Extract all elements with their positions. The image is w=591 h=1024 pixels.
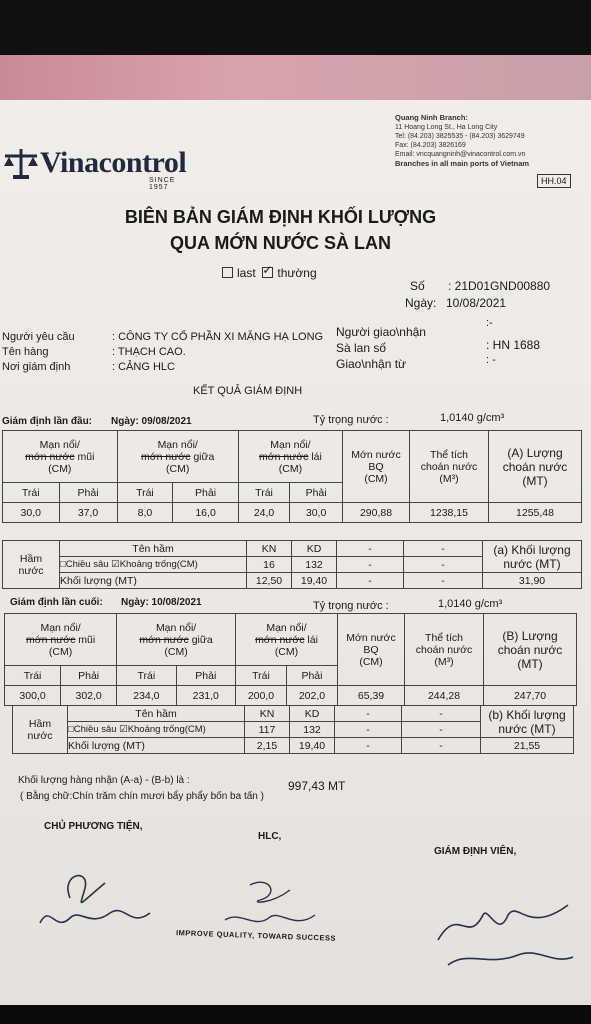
- h2-mui-1: Mạn nổi/: [40, 621, 81, 634]
- h-a-1: (A) Lượng: [507, 445, 563, 460]
- h-b-1: (B) Lượng: [502, 628, 558, 643]
- barge-value: : HN 1688: [486, 338, 541, 352]
- nuoc-label-2: nước: [27, 729, 53, 742]
- dash: -: [404, 573, 483, 589]
- owner-signature: [30, 863, 170, 933]
- h2-giua-1: Mạn nổi/: [155, 621, 197, 634]
- last-survey-date: Ngày: 10/08/2021: [121, 597, 202, 608]
- h2-bq-2: BQ: [363, 643, 379, 656]
- h2-bq-1: Mớn nước: [346, 631, 396, 644]
- cell: 200,0: [235, 686, 286, 706]
- dash: -: [335, 738, 402, 754]
- h-a-2: choán nước: [502, 459, 568, 474]
- h-mui-4: (CM): [48, 462, 72, 475]
- h-giua-3: giữa: [193, 450, 215, 463]
- weight-label: Khối lượng (MT): [60, 573, 247, 589]
- h2-bq-3: (CM): [359, 655, 383, 668]
- goods-value: : THẠCH CAO.: [112, 346, 186, 358]
- cell: 247,70: [484, 686, 577, 706]
- branch-fax: Fax: (84.203) 3826169: [395, 142, 466, 149]
- phai-mui-2: Phải: [61, 666, 117, 686]
- logo-since: SINCE 1957: [149, 177, 176, 191]
- dash: -: [337, 573, 404, 589]
- requester-value: : CÔNG TY CỔ PHẦN XI MĂNG HẠ LONG: [112, 331, 324, 343]
- cell: 244,28: [405, 686, 484, 706]
- h-b-3: (MT): [517, 656, 543, 671]
- cell: 231,0: [176, 686, 235, 706]
- b-label-2: nước (MT): [498, 721, 556, 736]
- last-draft-table: [4, 613, 577, 706]
- background-fabric: [0, 55, 591, 100]
- cell: 290,88: [343, 503, 410, 523]
- b-value: 21,55: [481, 738, 574, 754]
- dash: -: [404, 541, 483, 557]
- cell: 1238,15: [410, 503, 489, 523]
- dash: -: [404, 557, 483, 573]
- a-value: 31,90: [483, 573, 582, 589]
- h2-lai-3: lái: [307, 633, 318, 646]
- normal-label: thường: [277, 266, 317, 280]
- phai-giua-2: Phải: [176, 666, 235, 686]
- ngay-label: Ngày:: [405, 296, 437, 310]
- dash: -: [402, 738, 481, 754]
- dash: -: [335, 706, 402, 722]
- kn-header: KN: [247, 541, 292, 557]
- last-tank-table: Hầm nước Tên hầm KN KD - - (b) Khối lượng nước (MT) □Chiều sâu ☑Khoảng trống(CM) 117 132 - - Khối lượng (MT) 2,15 19,40 - - 21,55: [12, 705, 574, 754]
- depth-option-2: Chiều sâu: [73, 724, 117, 735]
- h2-mui-3: mũi: [78, 633, 96, 646]
- depth-option: Chiều sâu: [65, 559, 109, 570]
- nuoc-label: nước: [18, 564, 44, 577]
- tank-name-header: Tên hầm: [60, 541, 247, 557]
- branch-address: 11 Hoang Long St., Ha Long City: [395, 124, 498, 131]
- cell: 30,0: [3, 503, 60, 523]
- branch-email: Email: vncquangninh@vinacontrol.com.vn: [395, 151, 526, 158]
- h2-tt-1: Thể tích: [425, 631, 463, 644]
- so-label: Số: [410, 279, 425, 293]
- b-label-1: (b) Khối lượng: [488, 707, 566, 722]
- tank-name-header-2: Tên hầm: [68, 706, 245, 722]
- hlc-signature: [210, 875, 330, 935]
- cell: 37,0: [59, 503, 117, 523]
- title-line-1: BIÊN BẢN GIÁM ĐỊNH KHỐI LƯỢNG: [124, 207, 437, 227]
- dash: -: [335, 722, 402, 738]
- deliverer-value: :-: [486, 317, 493, 329]
- h2-tt-2: choán nước: [415, 643, 473, 656]
- title-line-2: QUA MỚN NƯỚC SÀ LAN: [170, 233, 391, 253]
- trai-giua: Trái: [117, 483, 173, 503]
- h-lai-1: Mạn nổi/: [270, 438, 311, 451]
- h-a-3: (MT): [522, 473, 548, 488]
- kn-header-2: KN: [245, 706, 290, 722]
- requester-label: Người yêu cầu: [2, 331, 75, 343]
- trai-mui-2: Trái: [5, 666, 61, 686]
- last-survey-label: Giám định lần cuối:: [10, 597, 103, 608]
- h-bq-3: (CM): [364, 472, 388, 485]
- h2-lai-1: Mạn nổi/: [266, 621, 307, 634]
- cell: 16,0: [173, 503, 239, 523]
- a-label-2: nước (MT): [503, 556, 561, 571]
- document-paper: [0, 55, 591, 1005]
- kl-kd-value: 19,40: [292, 573, 337, 589]
- trai-giua-2: Trái: [117, 666, 176, 686]
- h-lai-2: mớn nước: [259, 450, 309, 463]
- h-lai-4: (CM): [278, 462, 303, 475]
- h-tt-2: choán nước: [420, 460, 478, 473]
- h2-mui-4: (CM): [48, 645, 73, 658]
- cell: 302,0: [61, 686, 117, 706]
- first-tank-table: Hầm nước Tên hầm KN KD - - (a) Khối lượng nước (MT) □Chiều sâu ☑Khoảng trống(CM) 16 132 - - Khối lượng (MT) 12,50 19,40 - - 31,90: [2, 540, 582, 589]
- kl-kn-value-2: 2,15: [245, 738, 290, 754]
- kl-kn-value: 12,50: [247, 573, 292, 589]
- form-code: HH.04: [537, 174, 571, 188]
- type-options: [222, 266, 317, 280]
- branch-name: Quang Ninh Branch:: [395, 113, 468, 122]
- h2-lai-2: mớn nước: [255, 633, 305, 646]
- so-value: : 21D01GND00880: [448, 279, 551, 293]
- ullage-option: Khoảng trống(CM): [119, 559, 198, 570]
- h-mui-3: mũi: [77, 450, 95, 463]
- h2-lai-4: (CM): [274, 645, 299, 658]
- scale-icon: [2, 146, 40, 180]
- h2-giua-2: mớn nước: [139, 633, 189, 646]
- h2-mui-2: mớn nước: [25, 633, 76, 646]
- from-value: : -: [486, 354, 496, 366]
- h-bq-2: BQ: [368, 460, 384, 473]
- barge-label: Sà lan số: [336, 341, 387, 355]
- h-lai-3: lái: [311, 450, 322, 463]
- h-b-2: choán nước: [497, 642, 563, 657]
- kd-header-2: KD: [290, 706, 335, 722]
- branch-note: Branches in all main ports of Vietnam: [395, 159, 530, 168]
- cell: 234,0: [117, 686, 176, 706]
- weight-label-2: Khối lượng (MT): [68, 738, 245, 754]
- cell: 1255,48: [489, 503, 582, 523]
- last-density-label: Tỷ trọng nước :: [313, 600, 389, 612]
- first-survey-date: Ngày: 09/08/2021: [111, 416, 192, 427]
- surveyor-signature: [428, 895, 578, 970]
- h-bq-1: Mớn nước: [351, 448, 401, 461]
- cell: 300,0: [5, 686, 61, 706]
- h-mui-1: Mạn nổi/: [39, 438, 80, 451]
- kd-value-2: 132: [290, 722, 335, 738]
- h-giua-2: mớn nước: [141, 450, 191, 463]
- h2-giua-4: (CM): [164, 645, 188, 658]
- dash: -: [337, 557, 404, 573]
- kd-header: KD: [292, 541, 337, 557]
- kn-value: 16: [247, 557, 292, 573]
- last-label: last: [237, 266, 256, 280]
- last-checkbox: [222, 267, 233, 278]
- sig-surveyor-label: GIÁM ĐỊNH VIÊN,: [434, 846, 517, 857]
- deliverer-label: Người giao\nhận: [336, 325, 426, 339]
- cell: 8,0: [117, 503, 173, 523]
- first-survey-label: Giám định lần đầu:: [2, 416, 93, 427]
- h-mui-2: mớn nước: [25, 450, 75, 463]
- goods-label: Tên hàng: [2, 346, 49, 358]
- trai-mui: Trái: [3, 483, 60, 503]
- first-density-value: 1,0140 g/cm³: [440, 412, 505, 424]
- result-value: 997,43 MT: [288, 779, 346, 793]
- h-giua-4: (CM): [166, 462, 190, 475]
- from-label: Giao\nhận từ: [336, 357, 407, 371]
- ham-label-2: Hầm: [28, 717, 52, 730]
- slogan: IMPROVE QUALITY, TOWARD SUCCESS: [175, 928, 337, 943]
- last-density-value: 1,0140 g/cm³: [438, 598, 503, 610]
- phai-lai: Phải: [290, 483, 343, 503]
- ngay-value: 10/08/2021: [446, 296, 507, 310]
- ham-label: Hầm: [19, 552, 43, 565]
- ullage-option-2: Khoảng trống(CM): [127, 724, 206, 735]
- sig-owner-label: CHỦ PHƯƠNG TIỆN,: [44, 821, 143, 832]
- branch-tel: Tel: (84.203) 3825535 - (84.203) 3629749: [395, 133, 525, 140]
- first-draft-table: [2, 430, 582, 523]
- h2-giua-3: giữa: [191, 633, 213, 646]
- bottom-shadow: [0, 1005, 591, 1024]
- cell: 30,0: [290, 503, 343, 523]
- h-tt-1: Thể tích: [430, 448, 468, 461]
- dash: -: [337, 541, 404, 557]
- a-label-1: (a) Khối lượng: [493, 542, 571, 557]
- trai-lai-2: Trái: [235, 666, 286, 686]
- cell: 202,0: [286, 686, 337, 706]
- sig-hlc-label: HLC,: [258, 831, 282, 842]
- phai-lai-2: Phải: [286, 666, 337, 686]
- result-heading: KẾT QUẢ GIÁM ĐỊNH: [193, 385, 303, 397]
- cell: 24,0: [238, 503, 289, 523]
- kn-value-2: 117: [245, 722, 290, 738]
- vinacontrol-logo: [2, 146, 187, 191]
- h-giua-1: Mạn nổi/: [157, 438, 198, 451]
- result-words: ( Bằng chữ:Chín trăm chín mươi bẩy phẩy bốn ba tấn ): [20, 791, 264, 802]
- trai-lai: Trái: [238, 483, 289, 503]
- result-label: Khối lượng hàng nhận (A-a) - (B-b) là :: [18, 775, 190, 786]
- h2-tt-3: (M³): [434, 655, 454, 668]
- cell: 65,39: [338, 686, 405, 706]
- logo-wordmark: Vinacontrol: [40, 146, 187, 179]
- kl-kd-value-2: 19,40: [290, 738, 335, 754]
- dash: -: [402, 722, 481, 738]
- first-density-label: Tỷ trọng nước :: [313, 414, 389, 426]
- phai-mui: Phải: [59, 483, 117, 503]
- phai-giua: Phải: [173, 483, 239, 503]
- place-label: Nơi giám định: [2, 361, 71, 373]
- normal-checkbox: [262, 267, 273, 278]
- place-value: : CẢNG HLC: [112, 361, 175, 373]
- branch-info: [395, 113, 529, 169]
- dash: -: [402, 706, 481, 722]
- h-tt-3: (M³): [439, 472, 459, 485]
- kd-value: 132: [292, 557, 337, 573]
